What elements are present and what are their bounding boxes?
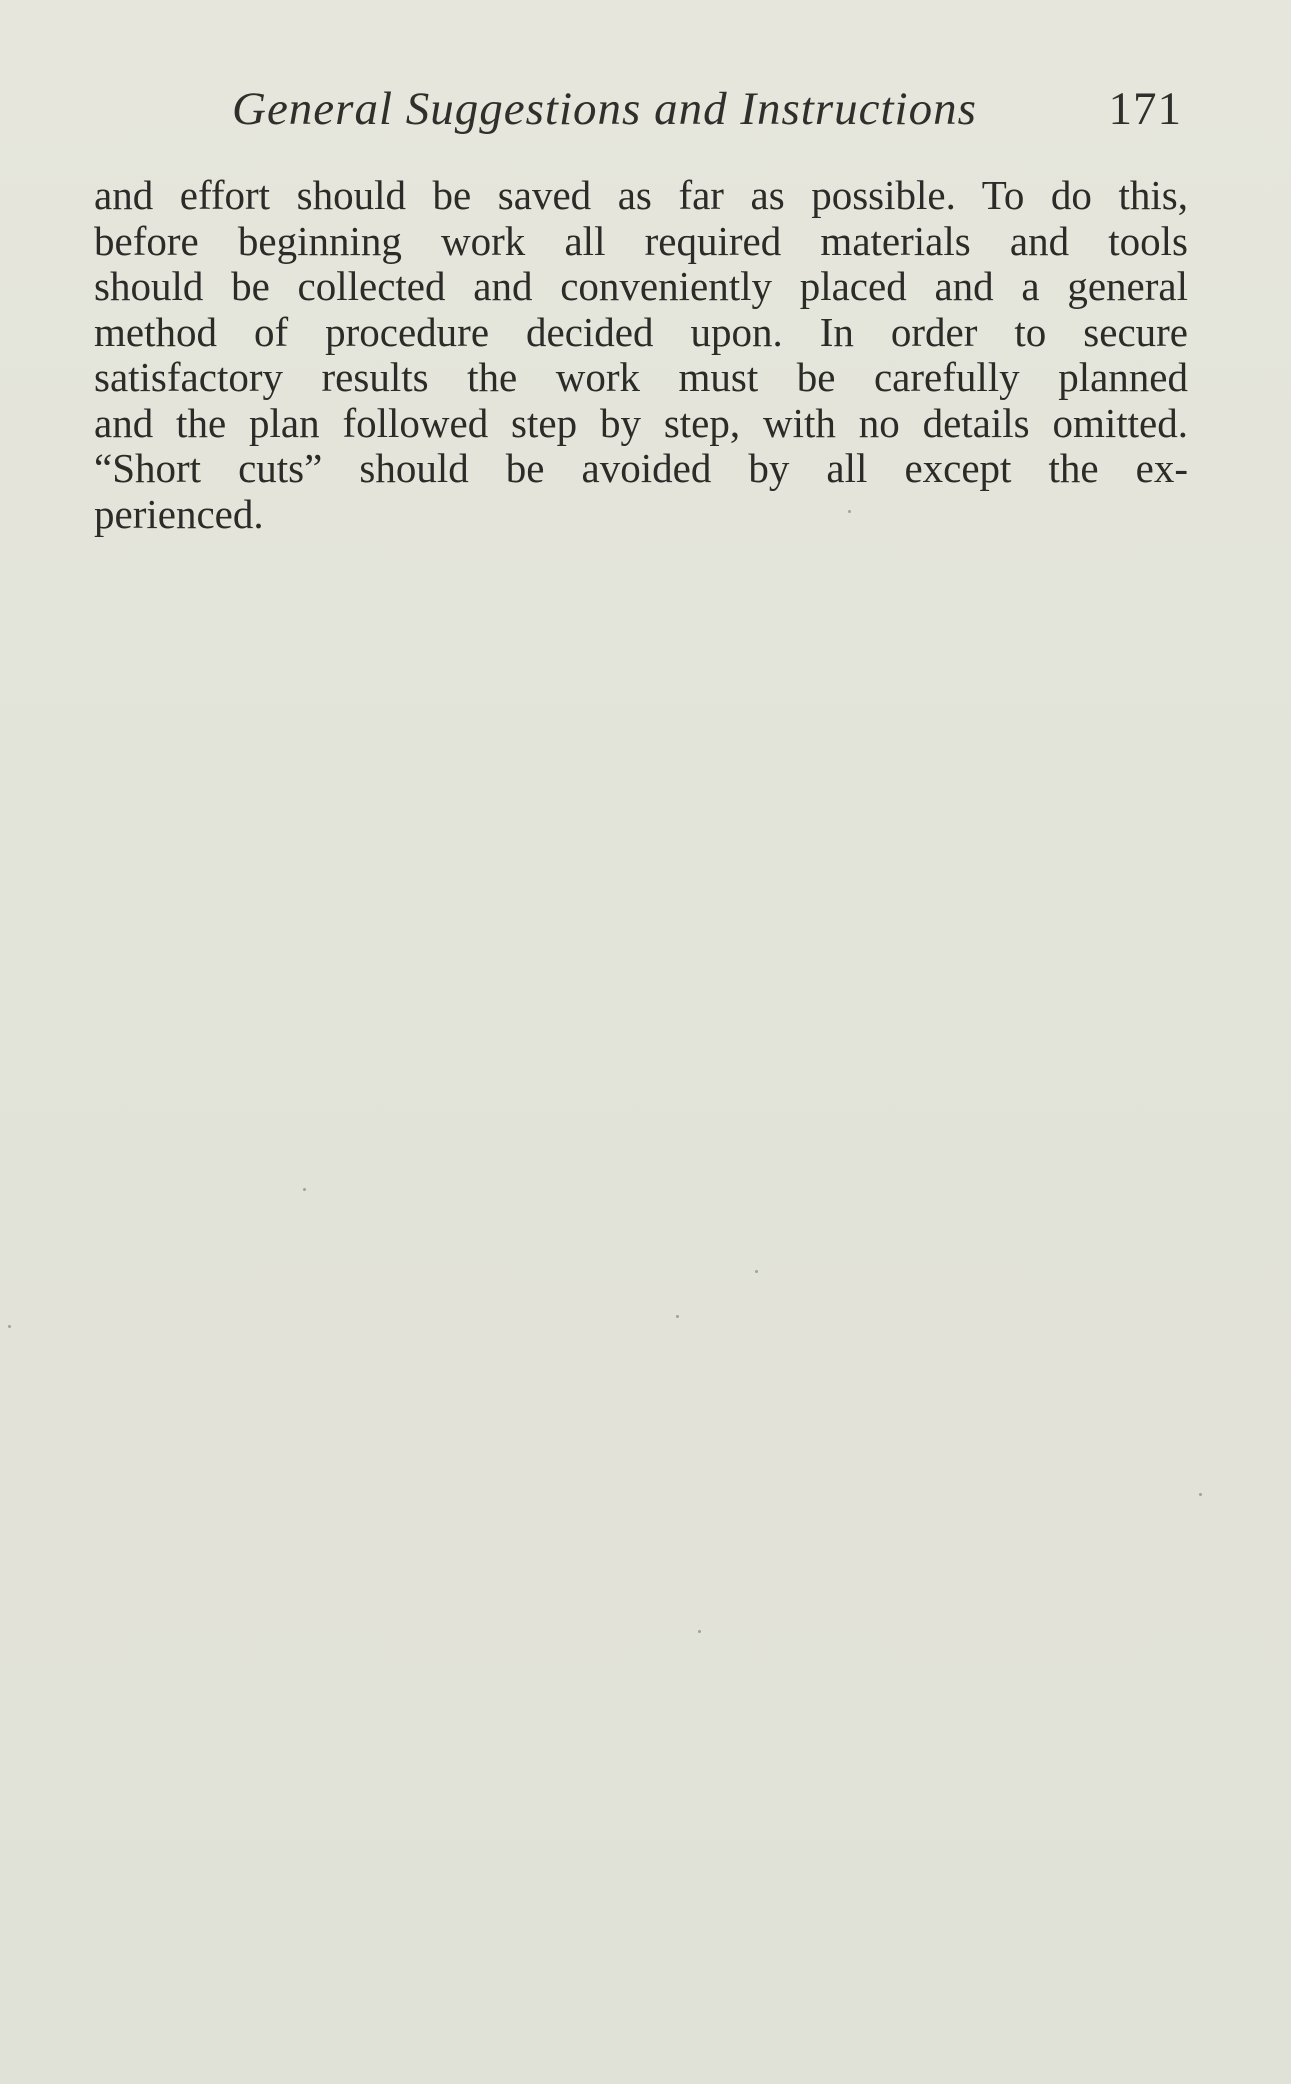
body-paragraph (94, 173, 1188, 537)
text-line: method of procedure decided upon. In order to secure (94, 308, 1188, 355)
paper-speck (303, 1188, 306, 1191)
paper-speck (1199, 1493, 1202, 1496)
running-head (232, 82, 1192, 138)
paper-speck (848, 510, 851, 513)
paper-speck (698, 1630, 701, 1633)
text-line: should be collected and conveniently placed and a general (94, 263, 1188, 309)
text-line: and the plan followed step by step, with no details omitted. (94, 399, 1188, 446)
text-line: “Short cuts” should be avoided by all except the ex- (94, 445, 1188, 491)
paper-speck (676, 1315, 679, 1318)
text-line: satisfactory results the work must be carefully planned (94, 354, 1188, 400)
text-line: and effort should be saved as far as possible. To do this, (94, 172, 1188, 218)
page-number: 171 (1108, 83, 1182, 135)
text-line: before beginning work all required materials and tools (94, 217, 1188, 264)
running-title: General Suggestions and Instructions (232, 83, 977, 135)
paper-speck (755, 1270, 758, 1273)
paper-speck (8, 1325, 11, 1328)
text-line: perienced. (94, 490, 264, 537)
